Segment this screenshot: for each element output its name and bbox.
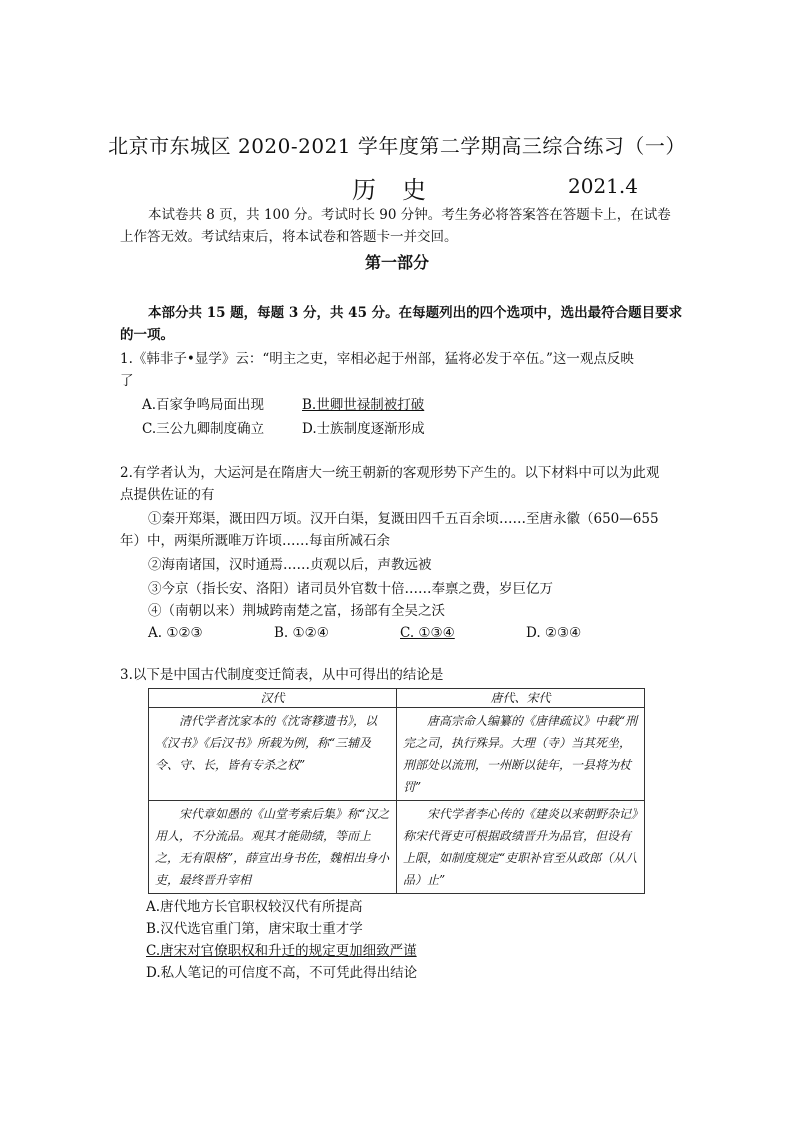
instructions-line-1: 本试卷共 8 页，共 100 分。考试时长 90 分钟。考生务必将答案答在答题卡上，在试卷 — [148, 207, 671, 223]
q2-option-c: C. ①③④ — [400, 625, 455, 641]
table-cell: 宋代章如愚的《山堂考索后集》称“汉之用人，不分流品。观其才能勋绩，等而上之，无有限格”，薛宣出身书佐，魏相出身小吏，最终晋升宰相 — [149, 801, 397, 894]
q1-option-d: D.士族制度逐渐形成 — [302, 421, 425, 437]
exam-title: 北京市东城区 2020-2021 学年度第二学期高三综合练习（一） — [108, 134, 686, 158]
table-header-row — [149, 689, 645, 708]
q2-material-4: ④（南朝以来）荆城跨南楚之富，扬部有全吴之沃 — [148, 603, 445, 619]
section-desc-line-1: 本部分共 15 题，每题 3 分，共 45 分。在每题列出的四个选项中，选出最符合题目要求 — [148, 305, 683, 321]
table-header-han: 汉代 — [149, 689, 397, 708]
q2-stem-line-2: 点提供佐证的有 — [120, 487, 215, 503]
q3-option-c: C.唐宋对官僚职权和升迁的规定更加细致严谨 — [146, 943, 417, 959]
institution-change-table — [148, 688, 645, 894]
table-cell: 宋代学者李心传的《建炎以来朝野杂记》称宋代胥吏可根据政绩晋升为品官，但设有上限，如制度规定“吏职补官至从政郎（从八品）止” — [397, 801, 645, 894]
exam-date: 2021.4 — [568, 174, 638, 198]
instructions-line-2: 上作答无效。考试结束后，将本试卷和答题卡一并交回。 — [120, 229, 458, 245]
q1-stem-line-1: 1.《韩非子•显学》云：“明主之吏，宰相必起于州部，猛将必发于卒伍。”这一观点反映 — [120, 351, 634, 367]
section-desc-line-2: 的一项。 — [120, 327, 174, 343]
table-cell: 唐高宗命人编纂的《唐律疏议》中载“刑完之司，执行殊异。大理（寺）当其死坐，刑部处以流刑，一州断以徒年，一县将为杖罚” — [397, 708, 645, 801]
section-title: 第一部分 — [364, 253, 429, 272]
q2-material-1-line-2: 年）中，两渠所溉唯万许顷……每亩所减石余 — [120, 533, 390, 549]
table-header-tang-song: 唐代、宋代 — [397, 689, 645, 708]
q1-stem-line-2: 了 — [120, 373, 134, 389]
q3-stem: 3.以下是中国古代制度变迁简表，从中可得出的结论是 — [120, 667, 444, 683]
q1-option-b: B.世卿世禄制被打破 — [302, 397, 425, 413]
q2-material-2: ②海南诸国，汉时通焉……贞观以后，声教远被 — [148, 557, 432, 573]
q2-material-3: ③今京（指长安、洛阳）诸司员外官数十倍……奉禀之费，岁巨亿万 — [148, 581, 553, 597]
subject-title: 历史 — [352, 176, 452, 204]
table-row — [149, 801, 645, 894]
q2-option-d: D. ②③④ — [526, 625, 582, 641]
q1-option-c: C.三公九卿制度确立 — [142, 421, 265, 437]
table-row — [149, 708, 645, 801]
q1-option-a: A.百家争鸣局面出现 — [142, 397, 265, 413]
q2-option-a: A. ①②③ — [148, 625, 203, 641]
q2-option-b: B. ①②④ — [274, 625, 329, 641]
q3-option-a: A.唐代地方长官职权较汉代有所提高 — [146, 899, 363, 915]
q2-stem-line-1: 2.有学者认为，大运河是在隋唐大一统王朝新的客观形势下产生的。以下材料中可以为此观 — [120, 465, 660, 481]
q2-material-1-line-1: ①秦开郑渠，溉田四万顷。汉开白渠，复溉田四千五百余顷……至唐永徽（650—655 — [148, 511, 659, 527]
table-cell: 清代学者沈家本的《沈寄簃遗书》，以《汉书》《后汉书》所载为例，称“三辅及令、守、长，皆有专杀之权” — [149, 708, 397, 801]
q3-option-d: D.私人笔记的可信度不高，不可凭此得出结论 — [146, 965, 418, 981]
q3-option-b: B.汉代选官重门第，唐宋取士重才学 — [146, 921, 363, 937]
